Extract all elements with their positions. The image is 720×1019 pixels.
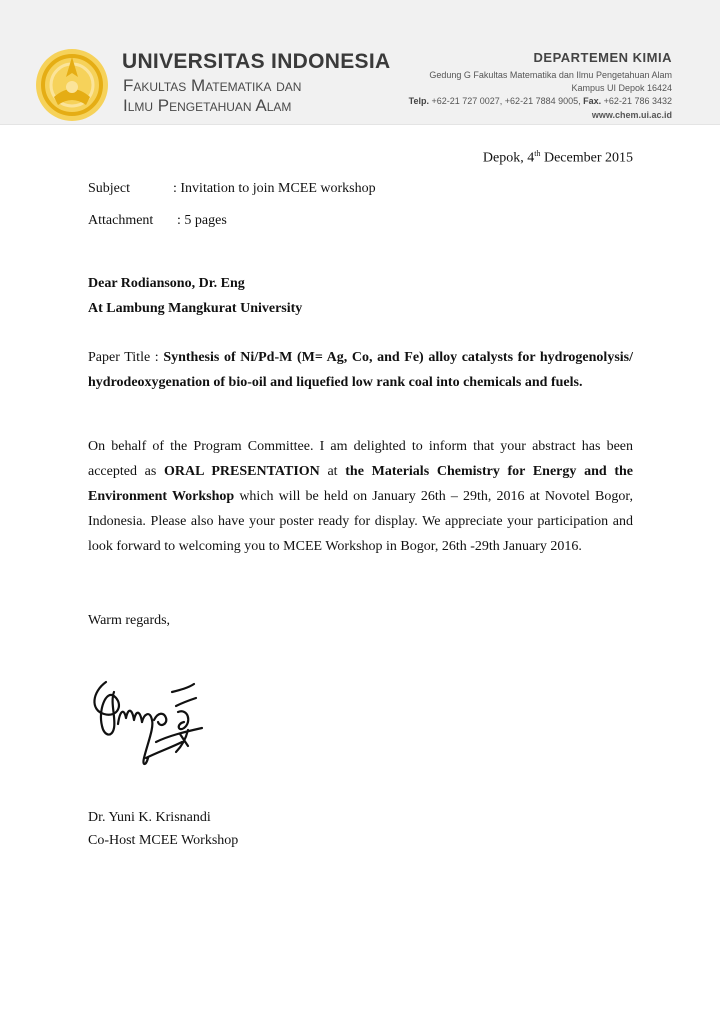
body-text-3: which will be held on January 26th – 29th, 2016 at Novotel Bogor, Indonesia. Please also have your poster ready for display. We appreciate your participation and look forward to welcoming you to MCEE Workshop in Bogor, 26th -29th January 2016. [88, 489, 633, 554]
tel-numbers: +62-21 727 0027, +62-21 7884 9005, [431, 96, 581, 106]
subject-value: : Invitation to join MCEE workshop [173, 181, 376, 196]
department-website: www.chem.ui.ac.id [591, 110, 672, 120]
body-text-1: On behalf of the Program Committee. I am delighted to inform that your abstract has been accepted as [88, 439, 633, 479]
oral-presentation-text: ORAL PRESENTATION [164, 464, 320, 479]
makara-logo-icon [34, 47, 110, 123]
faculty-line-2: Ilmu Pengetahuan Alam [123, 96, 292, 115]
workshop-name: the Materials Chemistry for Energy and the Environment Workshop [88, 464, 633, 504]
date-prefix: Depok, 4 [482, 150, 535, 166]
paper-title: Synthesis of Ni/Pd-M (M= Ag, Co, and Fe) alloy catalysts for hydrogenolysis/ hydrodeoxygenation of bio-oil and liquefied low rank coal into chemicals and fuels. [88, 350, 633, 390]
university-name: UNIVERSITAS INDONESIA [122, 50, 391, 73]
attachment-label: Attachment [88, 213, 154, 228]
recipient-affiliation: At Lambung Mangkurat University [88, 301, 303, 316]
department-contact [409, 96, 672, 106]
paper-title-paragraph [88, 345, 633, 395]
department-name: DEPARTEMEN KIMIA [533, 50, 672, 65]
tel-label: Telp. [408, 96, 429, 106]
body-text-2: at [319, 464, 346, 479]
department-address-line-2: Kampus UI Depok 16424 [571, 83, 672, 93]
recipient-name: Dear Rodiansono, Dr. Eng [88, 276, 245, 291]
faculty-line-1: Fakultas Matematika dan [123, 76, 302, 95]
closing: Warm regards, [88, 613, 171, 628]
fax-label: Fax. [583, 96, 602, 106]
attachment-row [88, 213, 227, 229]
date-superscript: th [534, 149, 541, 158]
date-suffix: December 2015 [540, 150, 633, 166]
subject-label: Subject [88, 181, 130, 196]
department-address-line-1: Gedung G Fakultas Matematika dan Ilmu Pengetahuan Alam [429, 70, 672, 80]
attachment-value: : 5 pages [177, 213, 227, 228]
signer-role: Co-Host MCEE Workshop [88, 833, 239, 848]
subject-row [88, 181, 376, 197]
letter-date [483, 149, 633, 167]
handwritten-signature-icon [84, 662, 214, 772]
letterhead [0, 0, 720, 125]
signer-name: Dr. Yuni K. Krisnandi [88, 810, 211, 825]
paper-title-label: Paper Title : [88, 350, 164, 365]
body-paragraph [88, 434, 633, 559]
fax-number: +62-21 786 3432 [603, 96, 672, 106]
